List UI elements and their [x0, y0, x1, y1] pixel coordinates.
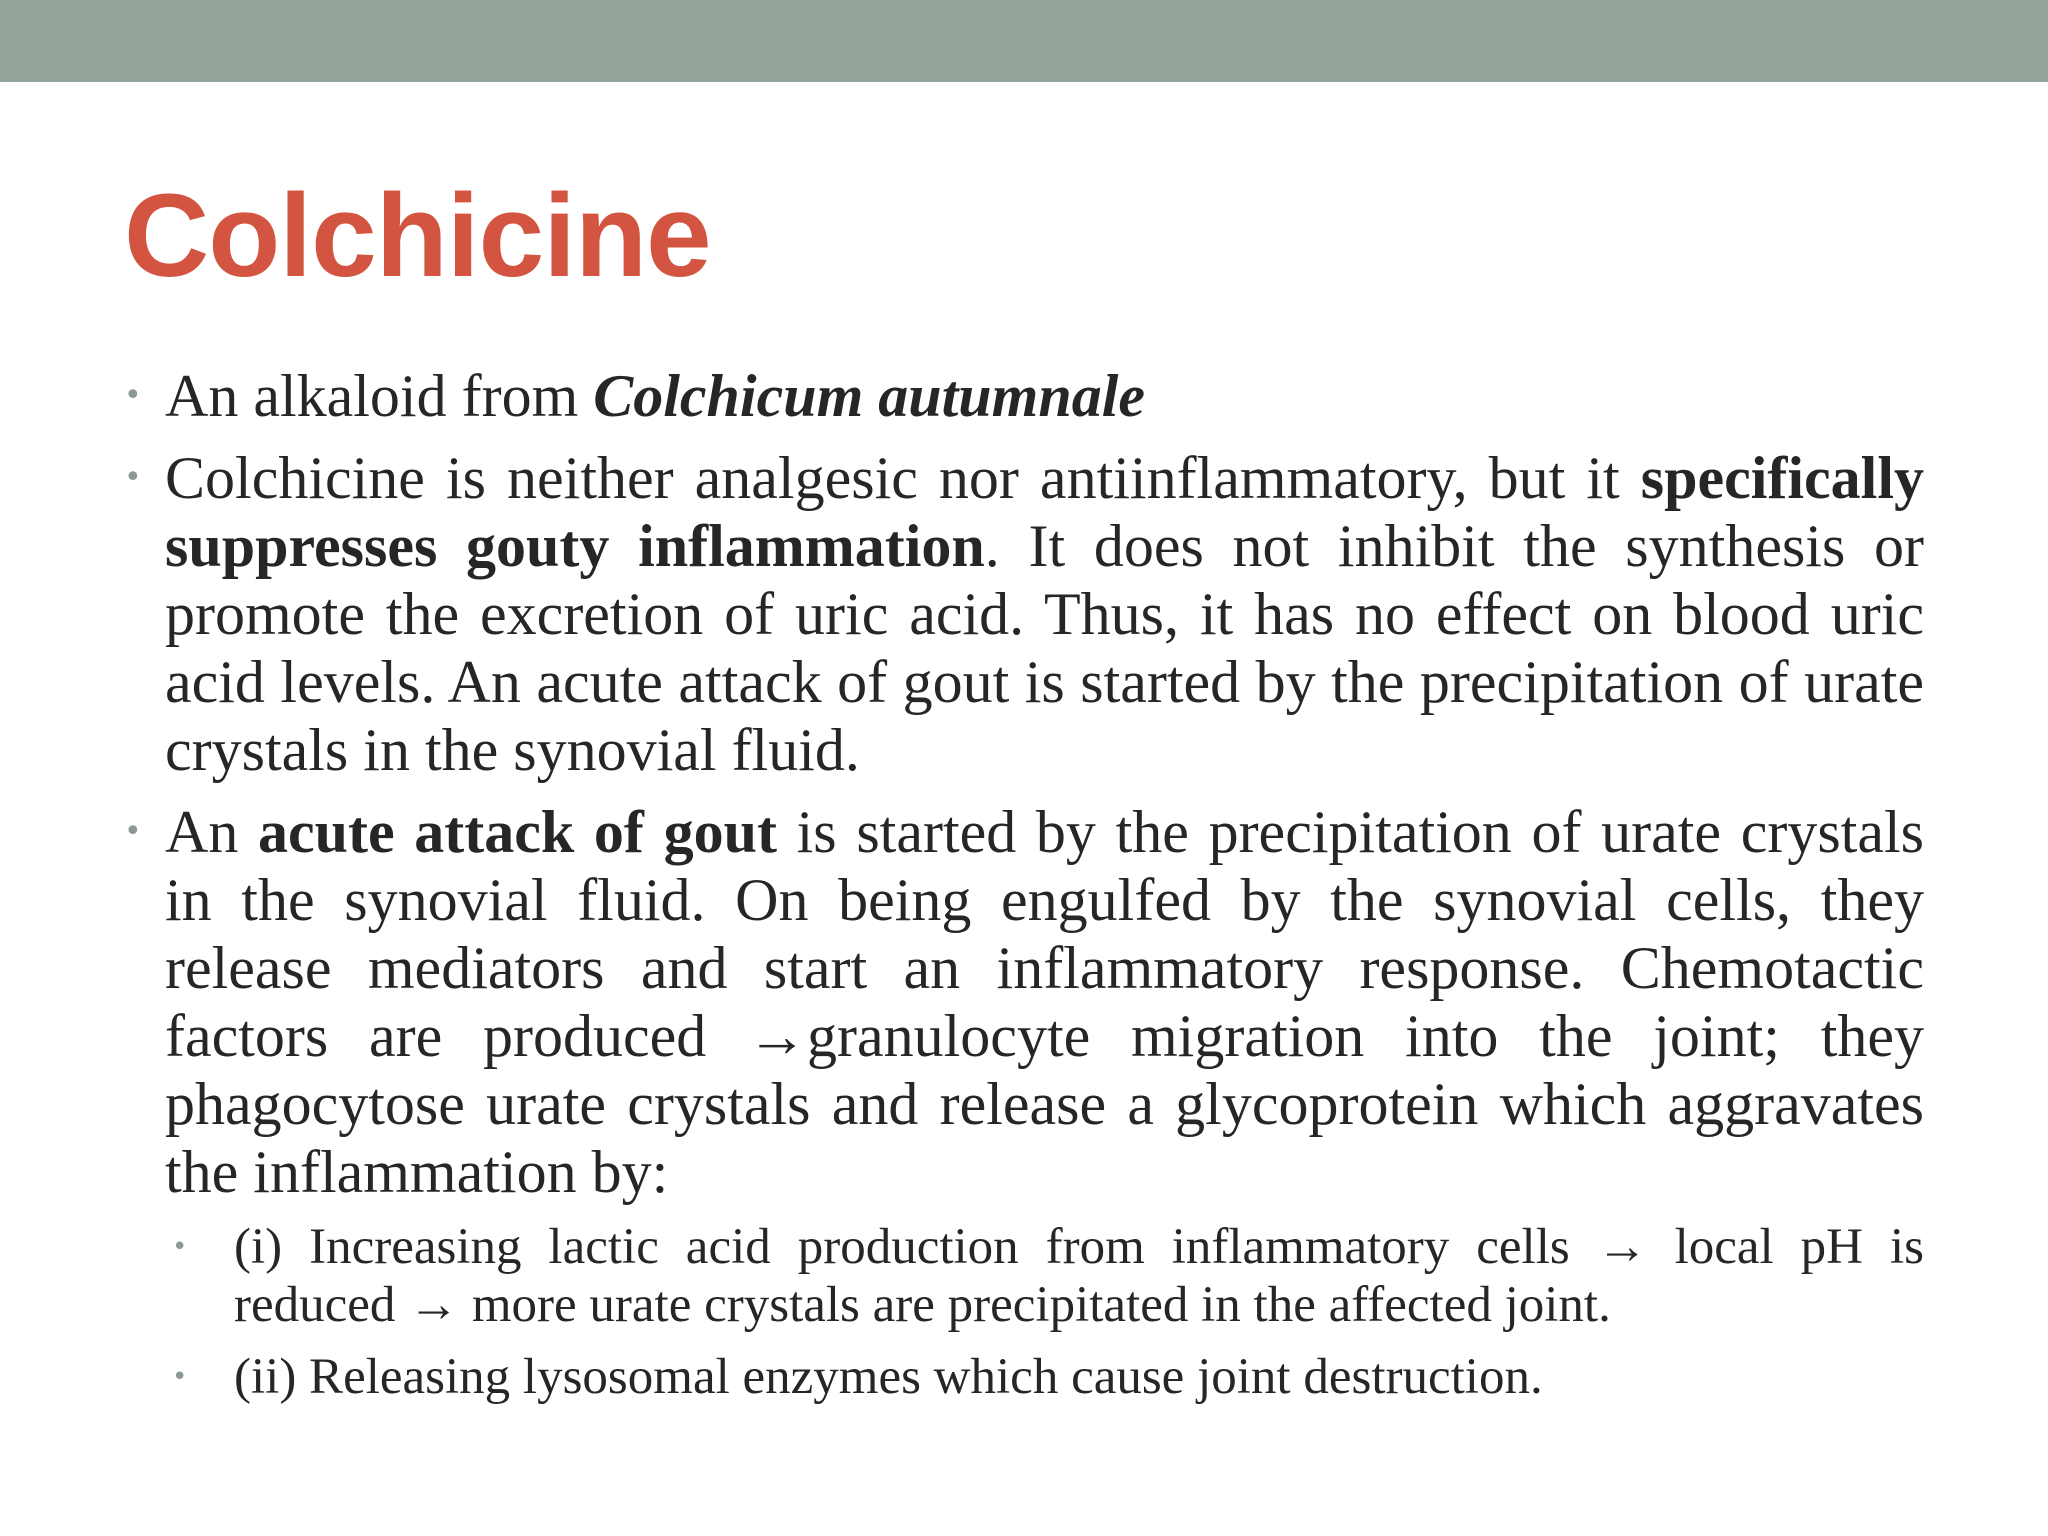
top-banner: [0, 0, 2048, 82]
sub-bullet-item: [172, 1348, 1924, 1406]
bullet-text-lead: Colchicine is neither analgesic nor antiinflammatory, but it: [165, 445, 1641, 511]
species-name: Colchicum autumnale: [593, 363, 1146, 429]
sub-bullet-text: (ii) Releasing lysosomal enzymes which cause joint destruction.: [234, 1349, 1543, 1405]
bullet-text-rest: . It does not inhibit the synthesis or promote the excretion of uric acid. Thus, it has no effect on blood uric acid levels. An acute attack of gout is started by the precipitation of urate crystals in the synovial fluid.: [165, 513, 1925, 783]
bullet-dot-icon: •: [124, 378, 142, 413]
sub-bullet-text: (i) Increasing lactic acid production from inflammatory cells → local pH is reduced → more urate crystals are precipitated in the affected joint.: [234, 1219, 1924, 1333]
bullet-dot-icon: •: [172, 1232, 188, 1262]
bullet-item-acute-attack: [112, 798, 1924, 1406]
bullet-dot-icon: •: [124, 814, 142, 849]
bullet-item-source: [112, 362, 1924, 430]
sub-bullet-item: [172, 1218, 1924, 1334]
bullet-text-lead: An: [165, 799, 259, 865]
sub-bullet-list: [172, 1218, 1924, 1406]
sub-list-wrapper: [172, 1218, 1924, 1406]
bullet-text-bold: acute attack of gout: [258, 799, 777, 865]
bullet-text-rest: is started by the precipitation of urate crystals in the synovial fluid. On being engulfed by the synovial cells, they release mediators and start an inflammatory response. Chemotactic factors are produced →granulocyte migration into the joint; they phagocytose urate crystals and release a glycoprotein which aggravates the inflammation by:: [165, 799, 1924, 1205]
bullet-text-prefix: An alkaloid from: [165, 363, 594, 429]
slide-body: [112, 362, 1924, 1420]
bullet-text-bold: specifically suppresses gouty inflammation: [165, 445, 1924, 579]
bullet-item-mechanism: [112, 444, 1924, 784]
bullet-dot-icon: •: [172, 1362, 188, 1392]
bullet-dot-icon: •: [124, 460, 142, 495]
bullet-list: [112, 362, 1924, 1406]
slide-title: Colchicine: [124, 170, 711, 302]
